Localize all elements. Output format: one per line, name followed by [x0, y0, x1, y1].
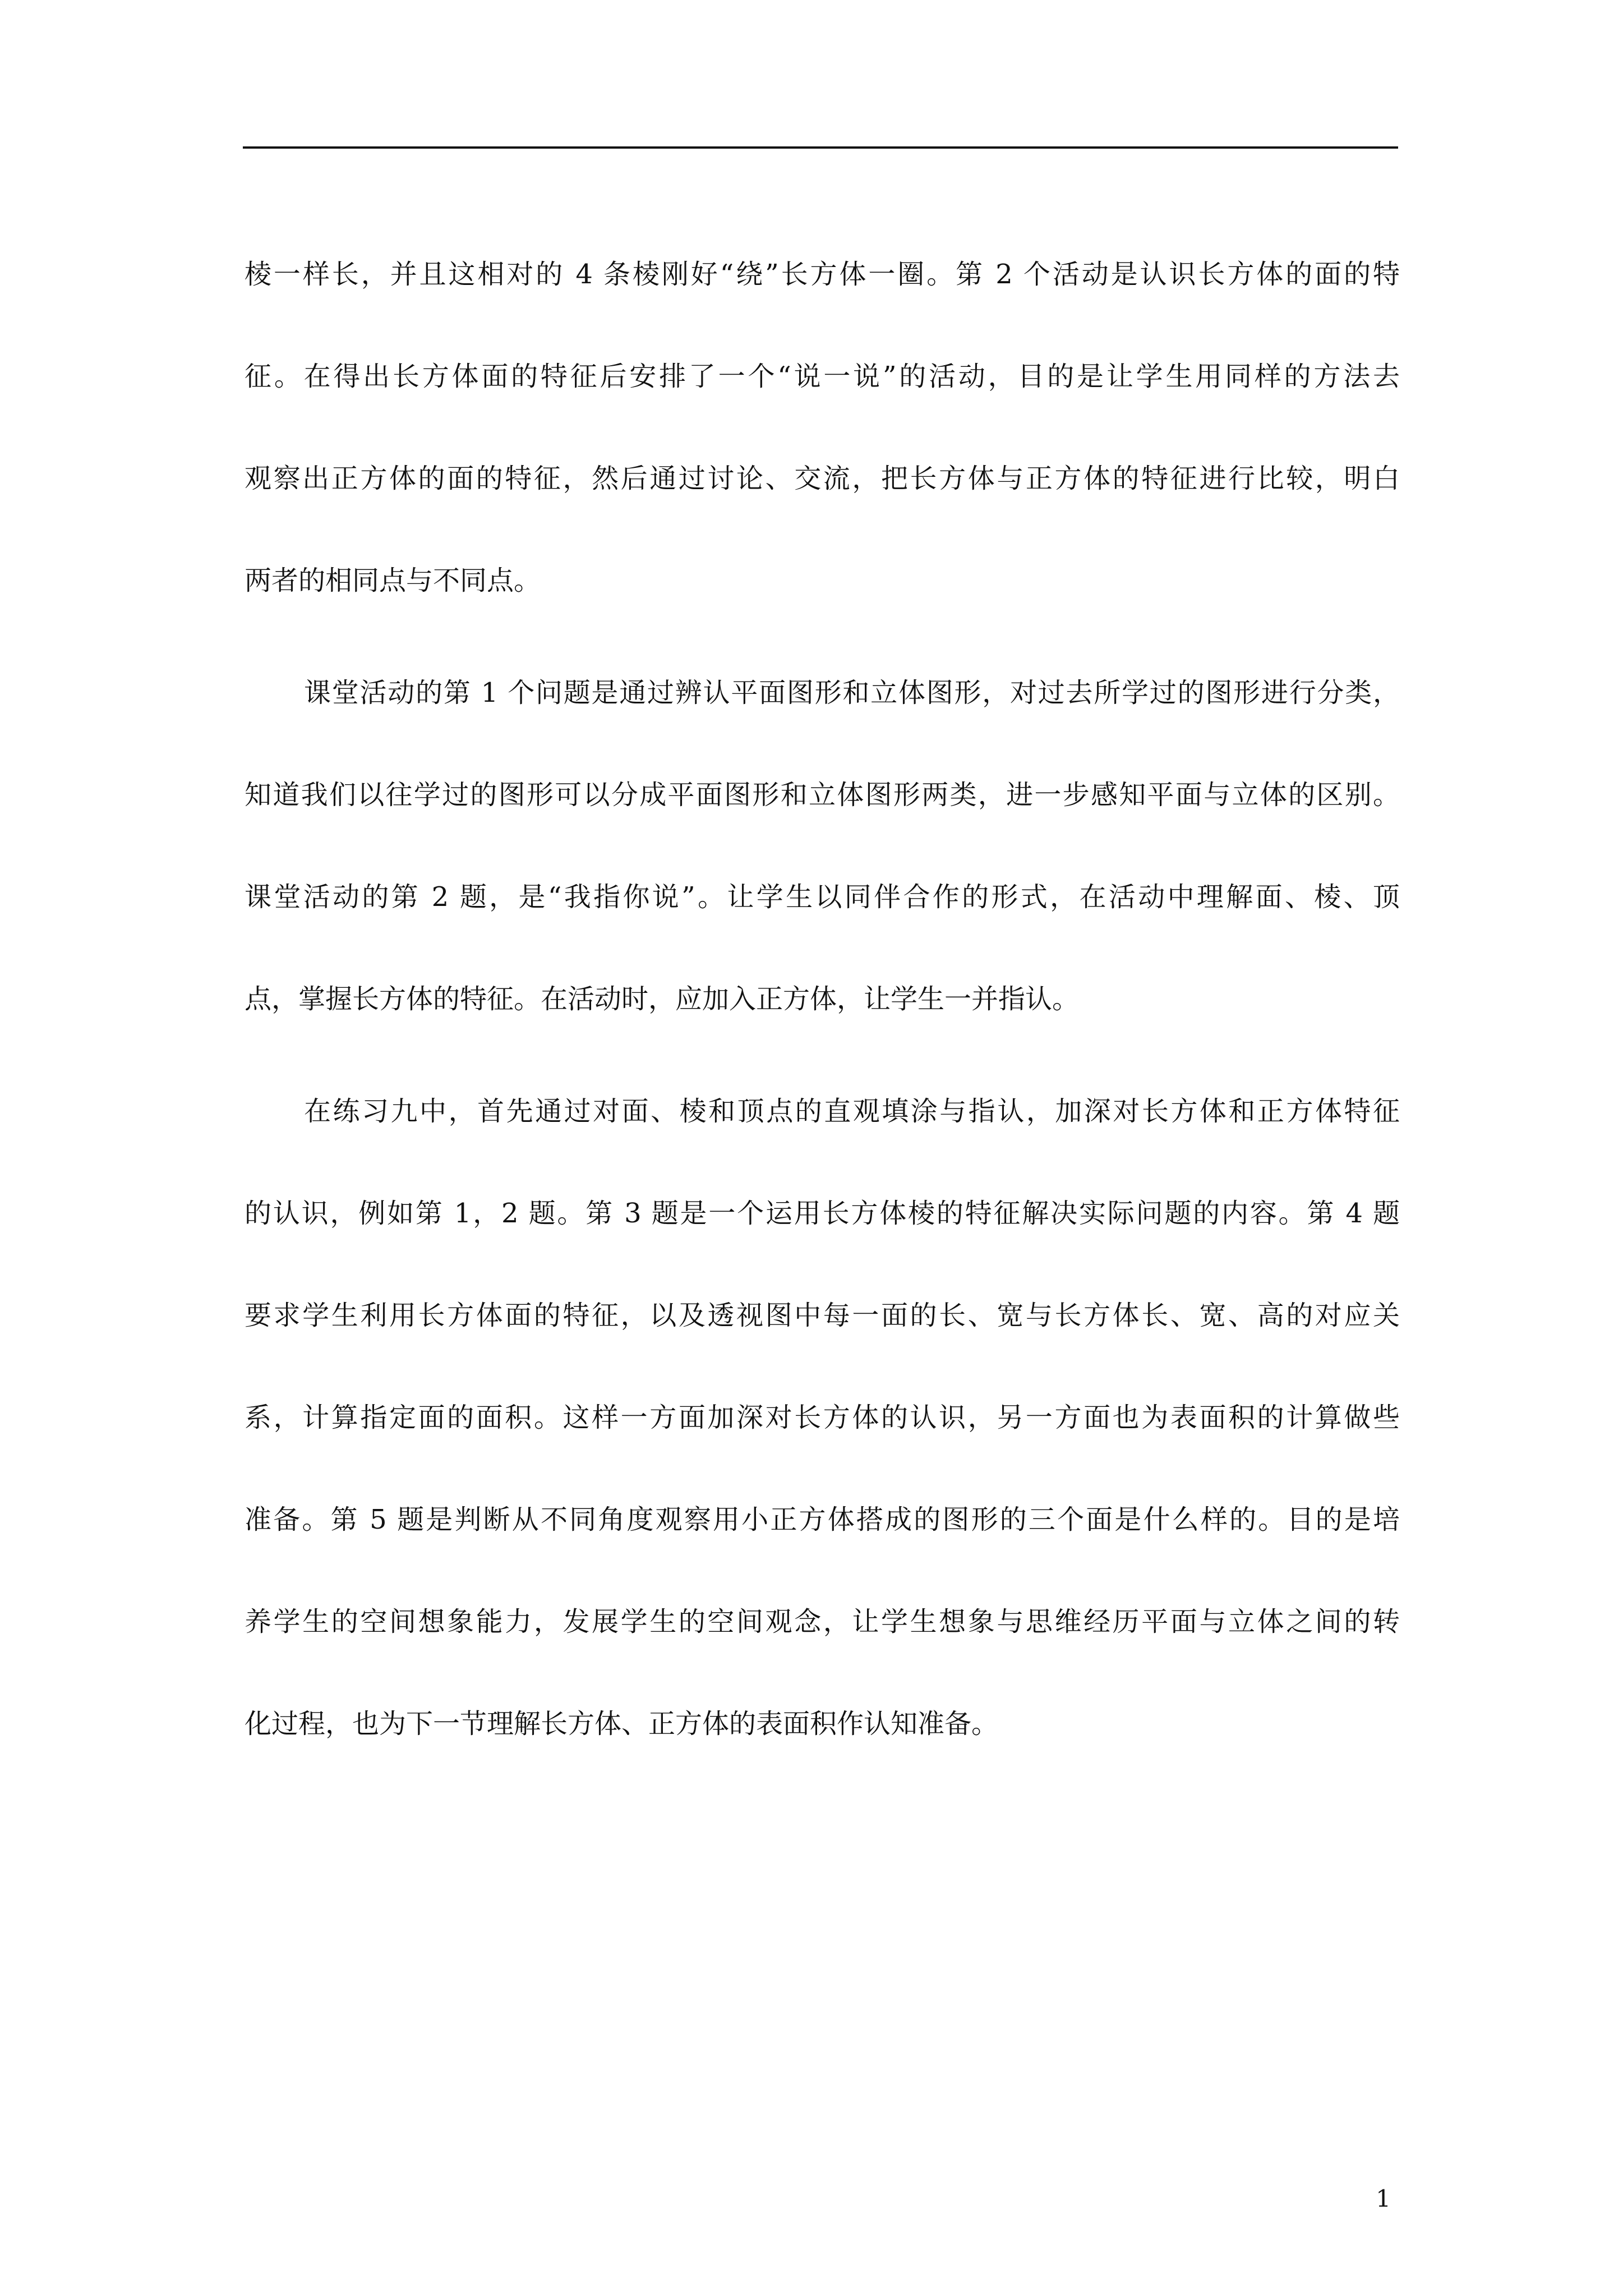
header-rule: [243, 146, 1398, 149]
paragraph-2-line-2: 知道我们以往学过的图形可以分成平面图形和立体图形两类，进一步感知平面与立体的区别。: [245, 779, 1400, 811]
paragraph-3-line-4: 系，计算指定面的面积。这样一方面加深对长方体的认识，另一方面也为表面积的计算做些: [245, 1402, 1400, 1433]
paragraph-gap: [245, 632, 1400, 642]
paragraph-2-line-4: 点，掌握长方体的特征。在活动时，应加入正方体，让学生一并指认。: [245, 983, 1080, 1015]
body-text: [245, 223, 1400, 1775]
paragraph-3-line-6: 养学生的空间想象能力，发展学生的空间观念，让学生想象与思维经历平面与立体之间的转: [245, 1606, 1400, 1637]
paragraph-2-line-3: 课堂活动的第 2 题，是“我指你说”。让学生以同伴合作的形式，在活动中理解面、棱、顶: [245, 881, 1400, 913]
page-number: 1: [1376, 2185, 1391, 2212]
paragraph-1-line-1: 棱一样长，并且这相对的 4 条棱刚好“绕”长方体一圈。第 2 个活动是认识长方体的面的特: [245, 259, 1400, 290]
paragraph-1-line-4: 两者的相同点与不同点。: [245, 565, 541, 596]
paragraph-1-line-2: 征。在得出长方体面的特征后安排了一个“说一说”的活动，目的是让学生用同样的方法去: [245, 361, 1400, 392]
paragraph-3-line-3: 要求学生利用长方体面的特征，以及透视图中每一面的长、宽与长方体长、宽、高的对应关: [245, 1300, 1400, 1331]
paragraph-3-line-1: 在练习九中，首先通过对面、棱和顶点的直观填涂与指认，加深对长方体和正方体特征: [304, 1096, 1400, 1127]
paragraph-3-line-7: 化过程，也为下一节理解长方体、正方体的表面积作认知准备。: [245, 1708, 999, 1740]
paragraph-gap: [245, 1050, 1400, 1060]
paragraph-3-line-2: 的认识，例如第 1，2 题。第 3 题是一个运用长方体棱的特征解决实际问题的内容。第 4 题: [245, 1198, 1400, 1229]
paragraph-2-line-1: 课堂活动的第 1 个问题是通过辨认平面图形和立体图形，对过去所学过的图形进行分类，: [304, 677, 1400, 708]
paragraph-3-line-5: 准备。第 5 题是判断从不同角度观察用小正方体搭成的图形的三个面是什么样的。目的是培: [245, 1504, 1400, 1535]
paragraph-1-line-3: 观察出正方体的面的特征，然后通过讨论、交流，把长方体与正方体的特征进行比较，明白: [245, 463, 1400, 494]
